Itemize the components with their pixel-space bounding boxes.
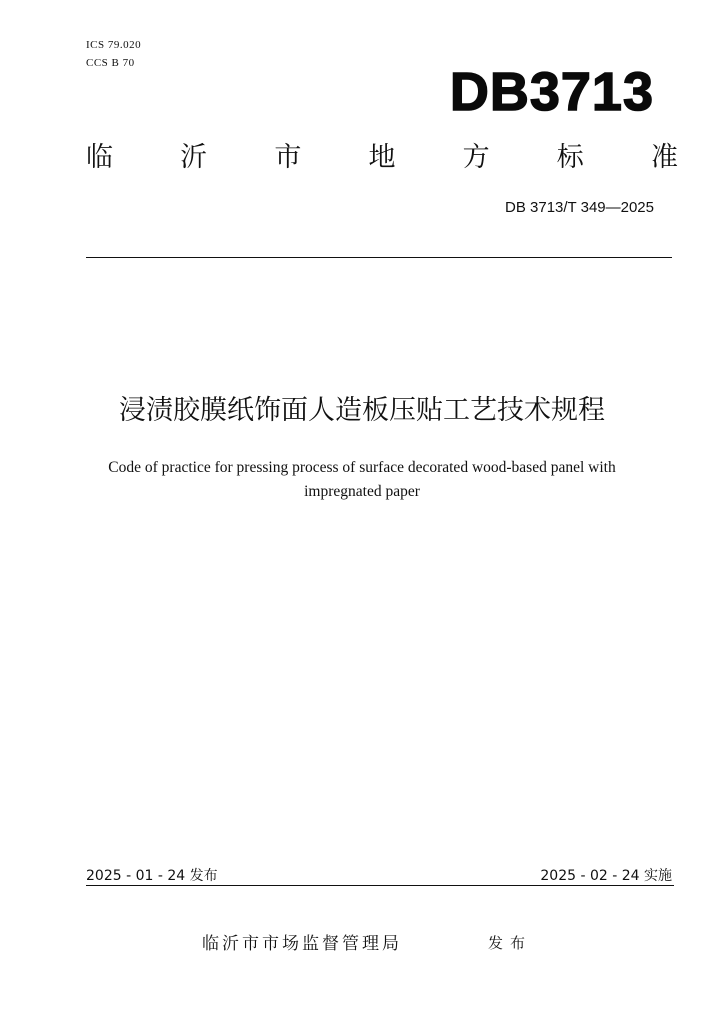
standard-type-heading [86,140,678,176]
issuing-authority: 临沂市市场监督管理局 [202,934,402,954]
standard-type-char: 地 [368,142,396,173]
title-english [70,456,654,504]
standard-type-char: 准 [650,142,678,173]
header-divider [86,257,672,258]
issue-label: 发布 [488,934,533,952]
standard-number: DB 3713/T 349—2025 [505,199,654,216]
title-english-line: impregnated paper [304,483,420,500]
ccs-code: CCS B 70 [86,57,135,69]
db-standard-logo: DB3713 [449,62,654,122]
standard-type-char: 沂 [180,142,208,173]
standard-type-char: 临 [86,142,113,173]
implementation-date: 2025 - 02 - 24 实施 [540,868,672,884]
standard-type-char: 标 [556,142,584,173]
footer-divider [86,885,674,886]
title-english-line: Code of practice for pressing process of surface decorated wood-based panel with [108,459,616,476]
standard-type-char: 市 [274,142,302,173]
ics-code: ICS 79.020 [86,39,142,51]
title-chinese: 浸渍胶膜纸饰面人造板压贴工艺技术规程 [119,395,605,426]
standard-type-char: 方 [462,142,490,173]
issue-date: 2025 - 01 - 24 发布 [86,868,218,884]
